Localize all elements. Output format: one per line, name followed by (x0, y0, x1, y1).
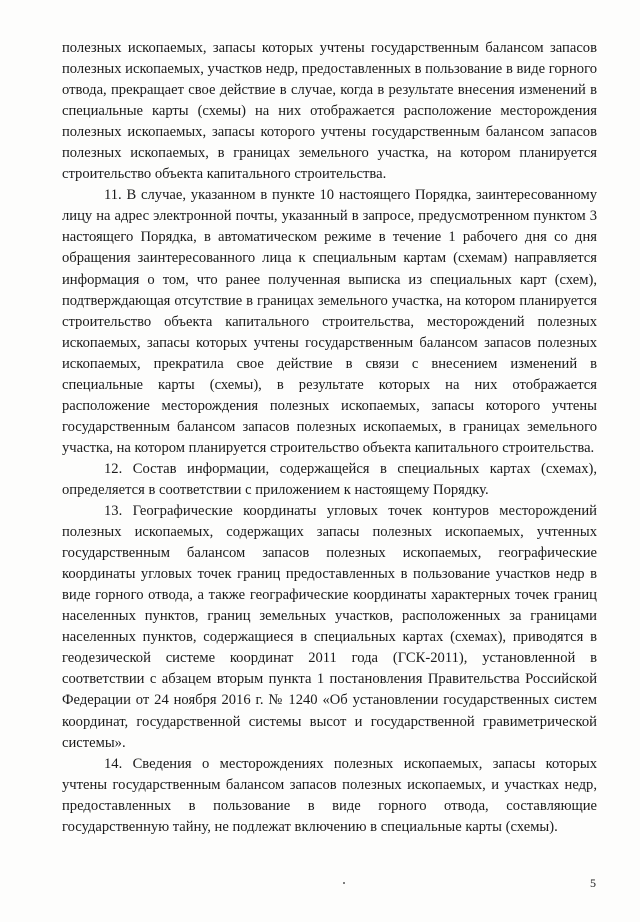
paragraph-11: 11. В случае, указанном в пункте 10 настоящего Порядка, заинтересованному лицу на адрес электронной почты, указанный в запросе, предусмотренном пунктом 3 настоящего Порядка, в автоматическом режиме в течение 1 рабочего дня со дня обращения заинтересованного лица к специальным картам (схемам) направляется информация о том, что ранее полученная выписка из специальных карт (схем), подтверждающая отсутствие в границах земельного участка, на котором планируется строительство объекта капитального строительства, месторождений полезных ископаемых, запасы которых учтены государственным балансом запасов полезных ископаемых, прекратила свое действие в связи с внесением изменений в специальные карты (схемы), в результате которых на них отображается расположение месторождения полезных ископаемых, запасы которого учтены государственным балансом запасов полезных ископаемых, в границах земельного участка, на котором планируется строительство объекта капитального строительства. (62, 187, 597, 456)
paragraph-14: 14. Сведения о месторождениях полезных ископаемых, запасы которых учтены государственным балансом запасов полезных ископаемых, и участках недр, предоставленных в пользование в виде горного отвода, составляющие государственную тайну, не подлежат включению в специальные карты (схемы). (62, 755, 597, 835)
paragraph-10-continuation: полезных ископаемых, запасы которых учтены государственным балансом запасов полезных ископаемых, участков недр, предоставленных в пользование в виде горного отвода, прекращает свое действие в случае, когда в результате внесения изменений в специальные карты (схемы) на них отображается расположение месторождения полезных ископаемых, запасы которого учтены государственным балансом запасов полезных ископаемых, в границах земельного участка, на котором планируется строительство объекта капитального строительства. (62, 40, 597, 183)
scan-speck (343, 882, 345, 884)
body-text (62, 38, 597, 838)
paragraph-13: 13. Географические координаты угловых точек контуров месторождений полезных ископаемых, содержащих запасы полезных ископаемых, учтенных государственным балансом запасов полезных ископаемых, географические координаты угловых точек границ предоставленных в пользование участков недр в виде горного отвода, а также географические координаты характерных точек границ населенных пунктов, границ земельных участков, расположенных за границами населенных пунктов, содержащиеся в специальных картах (схемах), приводятся в геодезической системе координат 2011 года (ГСК-2011), установленной в соответствии с абзацем вторым пункта 1 постановления Правительства Российской Федерации от 24 ноября 2016 г. № 1240 «Об установлении государственных систем координат, государственной системы высот и государственной гравиметрической системы». (62, 503, 597, 751)
paragraph-12: 12. Состав информации, содержащейся в специальных картах (схемах), определяется в соответствии с приложением к настоящему Порядку. (62, 460, 597, 498)
page-number: 5 (590, 876, 596, 890)
